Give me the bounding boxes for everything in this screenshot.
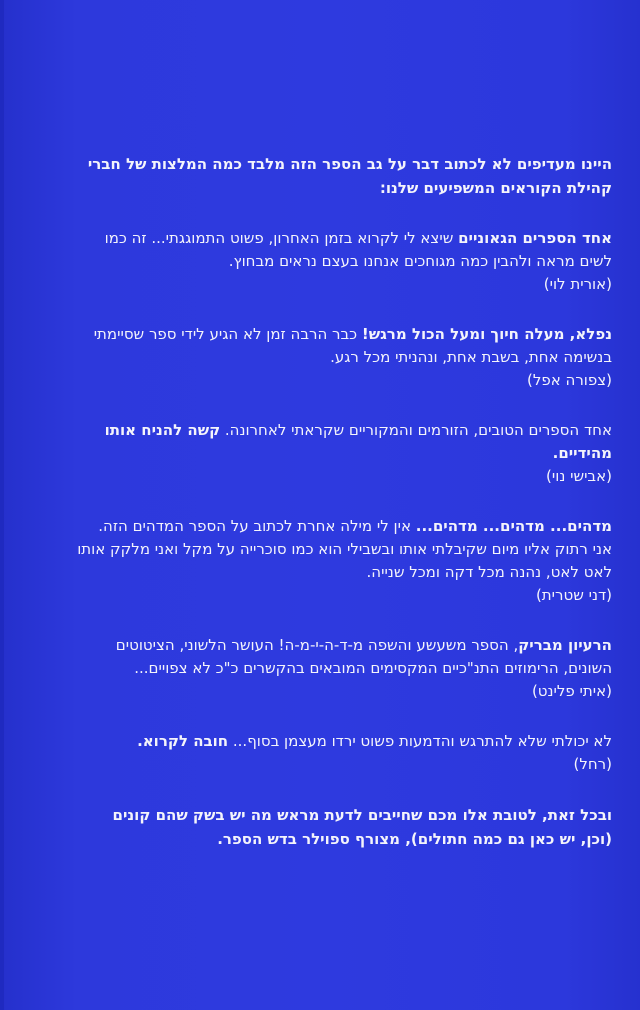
review-6: [76, 730, 612, 776]
review-text: , הספר משעשע והשפה מ-ד-ה-י-מ-ה! העושר הלשוני, הציטוטים השונים, הרימוזים התנ"כיים המקסימים המובאים בהקשרים כ"כ לא צפויים...: [115, 636, 612, 677]
review-highlight: מדהים... מדהים... מדהים...: [415, 517, 612, 535]
review-highlight: הרעיון מבריק: [518, 636, 612, 654]
review-text: שיצא לי לקרוא בזמן האחרון, פשוט התמוגגתי... זה כמו לשים מראה ולהבין כמה מגוחכים אנחנו בעצם נראים מבחוץ.: [104, 229, 612, 270]
cover-edge-shadow: [0, 0, 4, 1010]
review-author: (דני שטרית): [535, 586, 612, 604]
intro-paragraph: היינו מעדיפים לא לכתוב דבר על גב הספר הזה מלבד כמה המלצות של חברי קהילת הקוראים המשפיעים שלנו:: [87, 155, 612, 197]
review-highlight: נפלא, מעלה חיוך ומעל הכול מרגש!: [361, 325, 612, 343]
review-3: [76, 419, 612, 488]
review-text: אחד הספרים הטובים, הזורמים והמקוריים שקראתי לאחרונה.: [220, 421, 612, 439]
cover-text-area: [76, 152, 612, 851]
review-1: [76, 227, 612, 296]
review-4: [76, 515, 612, 607]
review-highlight: אחד הספרים הגאוניים: [458, 229, 612, 247]
outro-paragraph: ובכל זאת, לטובת אלו מכם שחייבים לדעת מראש מה יש בשק שהם קונים (וכן, יש כאן גם כמה חתולים), מצורף ספוילר בדש הספר.: [112, 806, 612, 848]
review-author: (רחל): [573, 755, 612, 773]
review-author: (איתי פלינט): [531, 682, 612, 700]
review-text: אין לי מילה אחרת לכתוב על הספר המדהים הזה. אני רתוק אליו מיום שקיבלתי אותו ובשבילי הוא כמו סוכרייה על מקל ואני מלקק אותו לאט לאט, נהנה מכל דקה ומכל שנייה.: [77, 517, 612, 581]
review-author: (צפורה אפל): [526, 371, 612, 389]
review-highlight: חובה לקרוא.: [137, 732, 229, 750]
review-text: לא יכולתי שלא להתרגש והדמעות פשוט ירדו מעצמן בסוף...: [228, 732, 612, 750]
review-text: כבר הרבה זמן לא הגיע לידי ספר שסיימתי בנשימה אחת, בשבת אחת, ונהניתי מכל רגע.: [93, 325, 612, 366]
review-2: [76, 323, 612, 392]
review-5: [76, 634, 612, 703]
review-author: (אורית לוי): [543, 275, 612, 293]
review-highlight: קשה להניח אותו מהידיים.: [104, 421, 612, 462]
review-author: (אבישי נוי): [546, 467, 612, 485]
